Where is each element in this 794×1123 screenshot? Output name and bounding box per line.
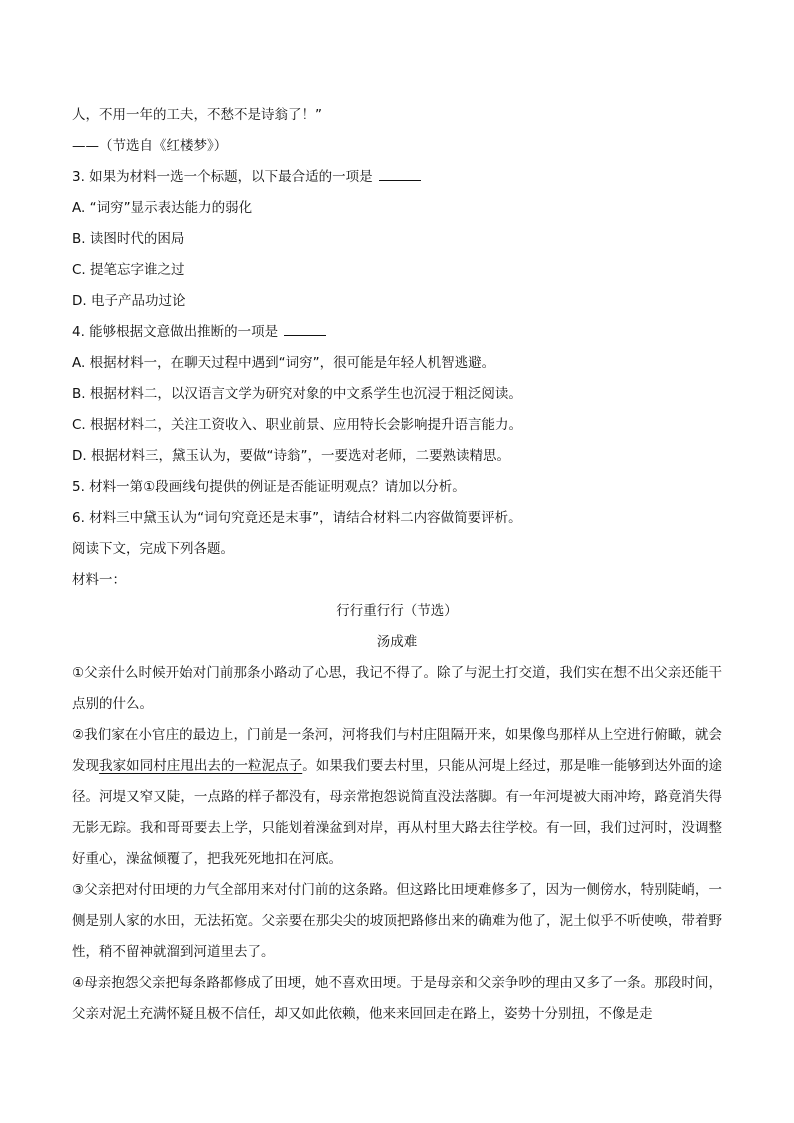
q3-option-a: A. “词穷”显示表达能力的弱化 [72,200,253,216]
answer-blank [379,166,421,181]
article-author: 汤成难 [376,634,418,650]
text-line: 人，不用一年的工夫，不愁不是诗翁了！” [72,107,322,123]
question-6: 6. 材料三中黛玉认为“词句究竟还是末事”，请结合材料二内容做简要评析。 [72,510,522,526]
paragraph-4: ④母亲抱怨父亲把每条路都修成了田埂，她不喜欢田埂。于是母亲和父亲争吵的理由又多了一条。那段时间，父亲对泥土充满怀疑且极不信任，却又如此依赖，他来来回回走在路上，姿势十分别扭，不像是走 [72,975,722,1022]
underlined-sentence: 我家如同村庄甩出去的一粒泥点子 [99,758,303,774]
q4-option-a: A. 根据材料一，在聊天过程中遇到“词穷”，很可能是年轻人机智逃避。 [72,355,496,371]
paragraph-1: ①父亲什么时候开始对门前那条小路动了心思，我记不得了。除了与泥土打交道，我们实在想不出父亲还能干点别的什么。 [72,665,722,712]
q4-option-d: D. 根据材料三，黛玉认为，要做“诗翁”，一要选对老师，二要熟读精思。 [72,448,510,464]
answer-blank [284,321,326,336]
paragraph-2: ②我们家在小官庄的最边上，门前是一条河，河将我们与村庄阻隔开来，如果像鸟那样从上空进行俯瞰，就会发现我家如同村庄甩出去的一粒泥点子。如果我们要去村里，只能从河堤上经过，那是唯一能够到达外面的途径。河堤又窄又陡，一点路的样子都没有，母亲常抱怨说简直没法落脚。有一年河堤被大雨冲垮，路竟消失得无影无踪。我和哥哥要去上学，只能划着澡盆到对岸，再从村里大路去往学校。有一回，我们过河时，没调整好重心，澡盆倾覆了，把我死死地扣在河底。 [72,727,723,867]
q3-option-c: C. 提笔忘字谁之过 [72,262,185,278]
q3-option-b: B. 读图时代的困局 [72,231,185,247]
document-page [72,100,722,1030]
question-5: 5. 材料一第①段画线句提供的例证是否能证明观点？请加以分析。 [72,479,466,495]
q4-option-b: B. 根据材料二，以汉语言文学为研究对象的中文系学生也沉浸于粗泛阅读。 [72,386,522,402]
material-label: 材料一： [72,572,126,588]
q3-option-d: D. 电子产品功过论 [72,293,186,309]
source-note: ——（节选自《红楼梦》） [72,138,228,154]
q4-option-c: C. 根据材料二，关注工资收入、职业前景、应用特长会影响提升语言能力。 [72,417,523,433]
article-title: 行行重行行（节选） [336,603,458,619]
paragraph-3: ③父亲把对付田埂的力气全部用来对付门前的这条路。但这路比田埂难修多了，因为一侧傍水，特别陡峭，一侧是别人家的水田，无法拓宽。父亲要在那尖尖的坡顶把路修出来的确难为他了，泥土似乎不听使唤，带着野性，稍不留神就溜到河道里去了。 [72,882,722,960]
question-4-stem: 4. 能够根据文意做出推断的一项是 [72,317,722,348]
reading-instruction: 阅读下文，完成下列各题。 [72,541,234,557]
question-3-stem: 3. 如果为材料一选一个标题，以下最合适的一项是 [72,162,722,193]
